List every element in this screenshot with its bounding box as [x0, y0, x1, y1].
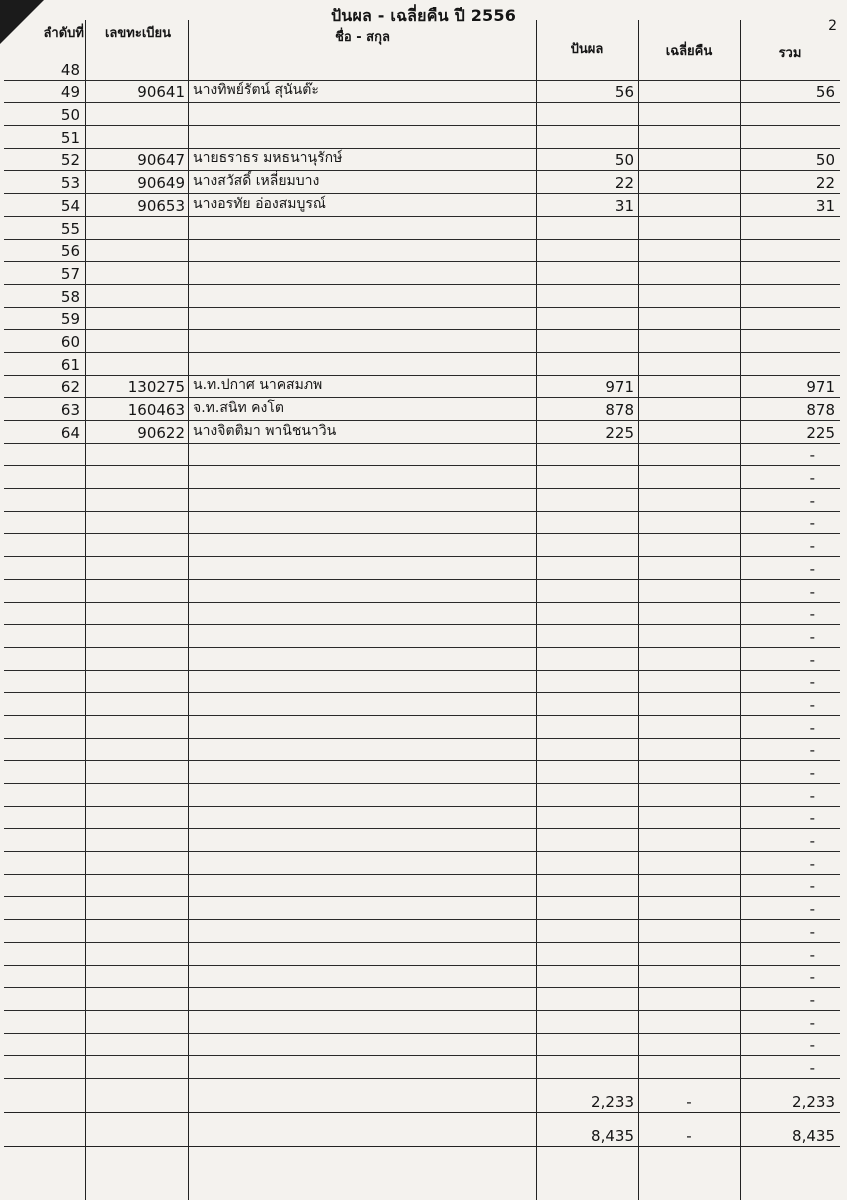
table-row: [4, 512, 840, 535]
table-row: [4, 126, 840, 149]
row-number: 53: [60, 174, 80, 193]
total-dash: -: [809, 968, 815, 987]
subtotal-row-total: 2,233: [792, 1092, 835, 1111]
total-amount: 31: [815, 196, 835, 215]
total-amount: [741, 285, 839, 307]
dividend-table: [4, 20, 840, 1147]
total-dash: -: [809, 491, 815, 510]
total-dash: -: [809, 650, 815, 669]
table-row: [4, 875, 840, 898]
member-name: น.ท.ปกาศ นาคสมภพ: [193, 377, 323, 394]
total-amount: [741, 217, 839, 239]
header-reg: เลขทะเบียน: [104, 26, 172, 41]
member-name: นางจิตติมา พานิชนาวิน: [193, 422, 337, 439]
dividend-amount: 971: [605, 378, 634, 397]
total-amount: [741, 353, 839, 375]
table-row: [4, 716, 840, 739]
registration-number: 90647: [137, 151, 185, 170]
row-number: 59: [60, 310, 80, 329]
dividend-amount: [537, 330, 637, 352]
member-name: [190, 330, 535, 352]
total-amount: 22: [815, 174, 835, 193]
total-dash: -: [809, 537, 815, 556]
total-dash: -: [809, 514, 815, 533]
total-amount: 225: [806, 423, 835, 442]
row-number: 61: [60, 355, 80, 374]
table-row: [4, 466, 840, 489]
table-row: [4, 988, 840, 1011]
total-amount: [741, 308, 839, 330]
total-amount: 971: [806, 378, 835, 397]
subtotal-row-rebate: -: [686, 1092, 692, 1111]
dividend-amount: 878: [605, 401, 634, 419]
member-name: นางสวัสดิ์ เหลี่ยมบาง: [193, 173, 320, 190]
table-row: [4, 262, 840, 285]
table-row: [4, 444, 840, 467]
header-no: ลำดับที่: [43, 26, 84, 41]
dividend-amount: [537, 240, 637, 262]
total-dash: -: [809, 1058, 815, 1077]
dividend-amount: [537, 58, 637, 80]
rebate-amount: [639, 58, 739, 80]
table-row: [4, 171, 840, 194]
member-name: [190, 353, 535, 375]
table-row: [4, 557, 840, 580]
row-number: 51: [60, 128, 80, 147]
subtotal-row-dividend: 2,233: [591, 1092, 634, 1111]
rebate-amount: [639, 285, 739, 307]
table-row: [4, 217, 840, 240]
rebate-amount: [639, 398, 739, 420]
table-row: [4, 897, 840, 920]
table-header: [4, 20, 840, 61]
table-row: [4, 330, 840, 353]
total-dash: -: [809, 900, 815, 919]
dividend-amount: 56: [614, 83, 634, 102]
member-name: นางทิพย์รัตน์ สุนันต๊ะ: [193, 82, 319, 99]
page-number: 2: [828, 18, 837, 34]
total-dash: -: [809, 627, 815, 646]
member-name: จ.ท.สนิท คงโต: [193, 400, 284, 416]
table-row: [4, 966, 840, 989]
total-dash: -: [809, 1036, 815, 1055]
table-row: [4, 761, 840, 784]
table-row: [4, 489, 840, 512]
table-row: [4, 739, 840, 762]
registration-number: 160463: [127, 401, 185, 419]
registration-number: [86, 217, 188, 239]
rebate-amount: [639, 330, 739, 352]
table-row: [4, 852, 840, 875]
table-row: [4, 920, 840, 943]
total-dash: -: [809, 832, 815, 851]
total-amount: [741, 58, 839, 80]
table-row: [4, 943, 840, 966]
rebate-amount: [639, 353, 739, 375]
registration-number: 90622: [137, 423, 185, 442]
total-amount: 50: [815, 151, 835, 170]
total-dash: -: [809, 922, 815, 941]
table-row: [4, 829, 840, 852]
page-title: ปันผล - เฉลี่ยคืน ปี 2556: [330, 6, 517, 25]
registration-number: 90641: [137, 83, 185, 102]
total-dash: -: [809, 877, 815, 896]
table-row: [4, 580, 840, 603]
member-name: [190, 58, 535, 80]
table-row: [4, 807, 840, 830]
table-row: [4, 1034, 840, 1057]
rebate-amount: [639, 262, 739, 284]
rebate-amount: [639, 171, 739, 193]
dividend-amount: [537, 353, 637, 375]
dividend-amount: [537, 103, 637, 125]
row-number: 50: [60, 106, 80, 125]
row-number: 48: [60, 60, 80, 79]
total-dash: -: [809, 446, 815, 465]
table-body: [4, 58, 840, 1147]
rebate-amount: [639, 126, 739, 148]
table-row: [4, 285, 840, 308]
dividend-amount: [537, 217, 637, 239]
rebate-amount: [639, 240, 739, 262]
table-row: [4, 308, 840, 331]
dividend-amount: [537, 308, 637, 330]
grand-total-row-dividend: 8,435: [591, 1126, 634, 1145]
total-dash: -: [809, 764, 815, 782]
total-amount: 878: [806, 401, 835, 419]
rebate-amount: [639, 81, 739, 103]
dividend-amount: [537, 126, 637, 148]
registration-number: [86, 353, 188, 375]
total-amount: [741, 103, 839, 125]
member-name: นางอรทัย อ่องสมบูรณ์: [193, 195, 326, 212]
row-number: 56: [60, 242, 80, 261]
table-row: [4, 149, 840, 172]
registration-number: 90649: [137, 174, 185, 193]
row-number: 57: [60, 264, 80, 283]
registration-number: [86, 285, 188, 307]
table-row: [4, 1011, 840, 1034]
dividend-amount: 50: [614, 151, 634, 170]
registration-number: 130275: [127, 378, 185, 397]
total-dash: -: [809, 854, 815, 873]
header-name: ชื่อ - สกุล: [335, 30, 390, 45]
row-number: 58: [60, 287, 80, 306]
row-number: 62: [60, 378, 80, 397]
registration-number: [86, 240, 188, 262]
total-dash: -: [809, 945, 815, 964]
table-row: [4, 194, 840, 217]
total-amount: [741, 330, 839, 352]
total-dash: -: [809, 718, 815, 737]
total-dash: -: [809, 990, 815, 1009]
registration-number: [86, 330, 188, 352]
dividend-amount: 31: [614, 196, 634, 215]
total-amount: [741, 262, 839, 284]
registration-number: 90653: [137, 196, 185, 215]
member-name: [190, 217, 535, 239]
dividend-amount: 225: [605, 423, 634, 442]
grand-total-row-rebate: -: [686, 1126, 692, 1145]
row-number: 52: [60, 151, 80, 170]
member-name: [190, 103, 535, 125]
table-row: [4, 784, 840, 807]
table-row: [4, 240, 840, 263]
rebate-amount: [639, 217, 739, 239]
member-name: [190, 262, 535, 284]
registration-number: [86, 103, 188, 125]
table-row: [4, 671, 840, 694]
total-amount: [741, 126, 839, 148]
row-number: 49: [60, 83, 80, 102]
rebate-amount: [639, 194, 739, 216]
member-name: [190, 285, 535, 307]
total-dash: -: [809, 559, 815, 578]
subtotal-row: [4, 1079, 840, 1113]
table-row: [4, 353, 840, 376]
member-name: นายธราธร มหธนานุรักษ์: [193, 150, 343, 167]
registration-number: [86, 58, 188, 80]
total-dash: -: [809, 1013, 815, 1032]
table-row: [4, 693, 840, 716]
rebate-amount: [639, 103, 739, 125]
rebate-amount: [639, 421, 739, 443]
table-row: [4, 534, 840, 557]
rebate-amount: [639, 308, 739, 330]
total-dash: -: [809, 469, 815, 488]
table-row: [4, 625, 840, 648]
rebate-amount: [639, 376, 739, 398]
total-dash: -: [809, 582, 815, 601]
total-amount: [741, 240, 839, 262]
dividend-amount: [537, 262, 637, 284]
grand-total-row-total: 8,435: [792, 1126, 835, 1145]
total-dash: -: [809, 605, 815, 624]
header-dividend: ปันผล: [570, 42, 604, 57]
table-row: [4, 103, 840, 126]
registration-number: [86, 262, 188, 284]
total-amount: 56: [815, 83, 835, 102]
member-name: [190, 308, 535, 330]
row-number: 64: [60, 423, 80, 442]
table-row: [4, 603, 840, 626]
total-dash: -: [809, 695, 815, 714]
member-name: [190, 126, 535, 148]
header-total: รวม: [778, 46, 802, 61]
row-number: 63: [60, 401, 80, 419]
dividend-amount: 22: [614, 174, 634, 193]
table-row: [4, 648, 840, 671]
table-row: [4, 81, 840, 104]
header-rebate: เฉลี่ยคืน: [665, 44, 713, 59]
total-dash: -: [809, 673, 815, 692]
table-row: [4, 1056, 840, 1079]
total-dash: -: [809, 786, 815, 805]
registration-number: [86, 308, 188, 330]
table-row: [4, 421, 840, 444]
row-number: 60: [60, 332, 80, 351]
grand-total-row: [4, 1113, 840, 1147]
row-number: 54: [60, 196, 80, 215]
dividend-amount: [537, 285, 637, 307]
registration-number: [86, 126, 188, 148]
table-row: [4, 398, 840, 421]
table-row: [4, 376, 840, 399]
table-row: [4, 58, 840, 81]
member-name: [190, 240, 535, 262]
row-number: 55: [60, 219, 80, 238]
rebate-amount: [639, 149, 739, 171]
total-dash: -: [809, 809, 815, 828]
total-dash: -: [809, 741, 815, 760]
